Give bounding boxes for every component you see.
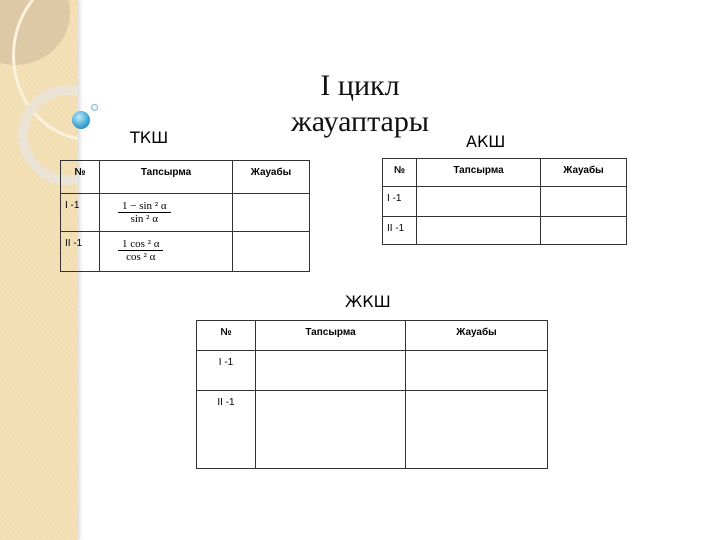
row-id: I -1 bbox=[197, 351, 256, 391]
table-row bbox=[383, 217, 627, 245]
answer-cell[interactable] bbox=[541, 217, 627, 245]
answer-cell[interactable] bbox=[406, 351, 548, 391]
row-id: II -1 bbox=[383, 217, 417, 245]
formula bbox=[118, 200, 171, 225]
header-task: Тапсырма bbox=[100, 161, 233, 194]
task-cell bbox=[256, 351, 406, 391]
answer-cell[interactable] bbox=[406, 391, 548, 469]
numerator: 1 − sin ² α bbox=[118, 200, 171, 213]
aksh-label: АКШ bbox=[466, 132, 506, 151]
header-answer: Жауабы bbox=[541, 159, 627, 187]
table-row bbox=[197, 351, 548, 391]
row-id: I -1 bbox=[383, 187, 417, 217]
answer-cell[interactable] bbox=[233, 194, 310, 232]
small-bead-icon bbox=[91, 104, 98, 111]
zhksh-table bbox=[196, 320, 548, 469]
formula bbox=[118, 238, 163, 263]
answer-cell[interactable] bbox=[233, 232, 310, 272]
table-row bbox=[383, 187, 627, 217]
slide-title bbox=[260, 68, 460, 140]
header-task: Тапсырма bbox=[256, 321, 406, 351]
table-header-row bbox=[61, 161, 310, 194]
header-number: № bbox=[383, 159, 417, 187]
denominator: cos ² α bbox=[126, 251, 156, 263]
zhksh-label: ЖКШ bbox=[345, 292, 391, 311]
table-header-row bbox=[383, 159, 627, 187]
task-cell bbox=[417, 217, 541, 245]
header-task: Тапсырма bbox=[417, 159, 541, 187]
title-line-1: I цикл bbox=[320, 69, 400, 102]
header-number: № bbox=[197, 321, 256, 351]
header-answer: Жауабы bbox=[233, 161, 310, 194]
table-row bbox=[197, 391, 548, 469]
header-answer: Жауабы bbox=[406, 321, 548, 351]
row-id: II -1 bbox=[197, 391, 256, 469]
row-id: I -1 bbox=[61, 194, 100, 232]
numerator: 1 cos ² α bbox=[118, 238, 163, 251]
task-cell bbox=[100, 194, 233, 232]
task-cell bbox=[417, 187, 541, 217]
aksh-table bbox=[382, 158, 627, 245]
tksh-table bbox=[60, 160, 310, 272]
title-line-2: жауаптары bbox=[290, 105, 430, 138]
answer-cell[interactable] bbox=[541, 187, 627, 217]
task-cell bbox=[100, 232, 233, 272]
tksh-label: ТКШ bbox=[130, 128, 169, 147]
task-cell bbox=[256, 391, 406, 469]
blue-bead-icon bbox=[72, 111, 90, 129]
table-header-row bbox=[197, 321, 548, 351]
table-row bbox=[61, 194, 310, 232]
table-row bbox=[61, 232, 310, 272]
row-id: II -1 bbox=[61, 232, 100, 272]
header-number: № bbox=[61, 161, 100, 194]
denominator: sin ² α bbox=[130, 213, 158, 225]
